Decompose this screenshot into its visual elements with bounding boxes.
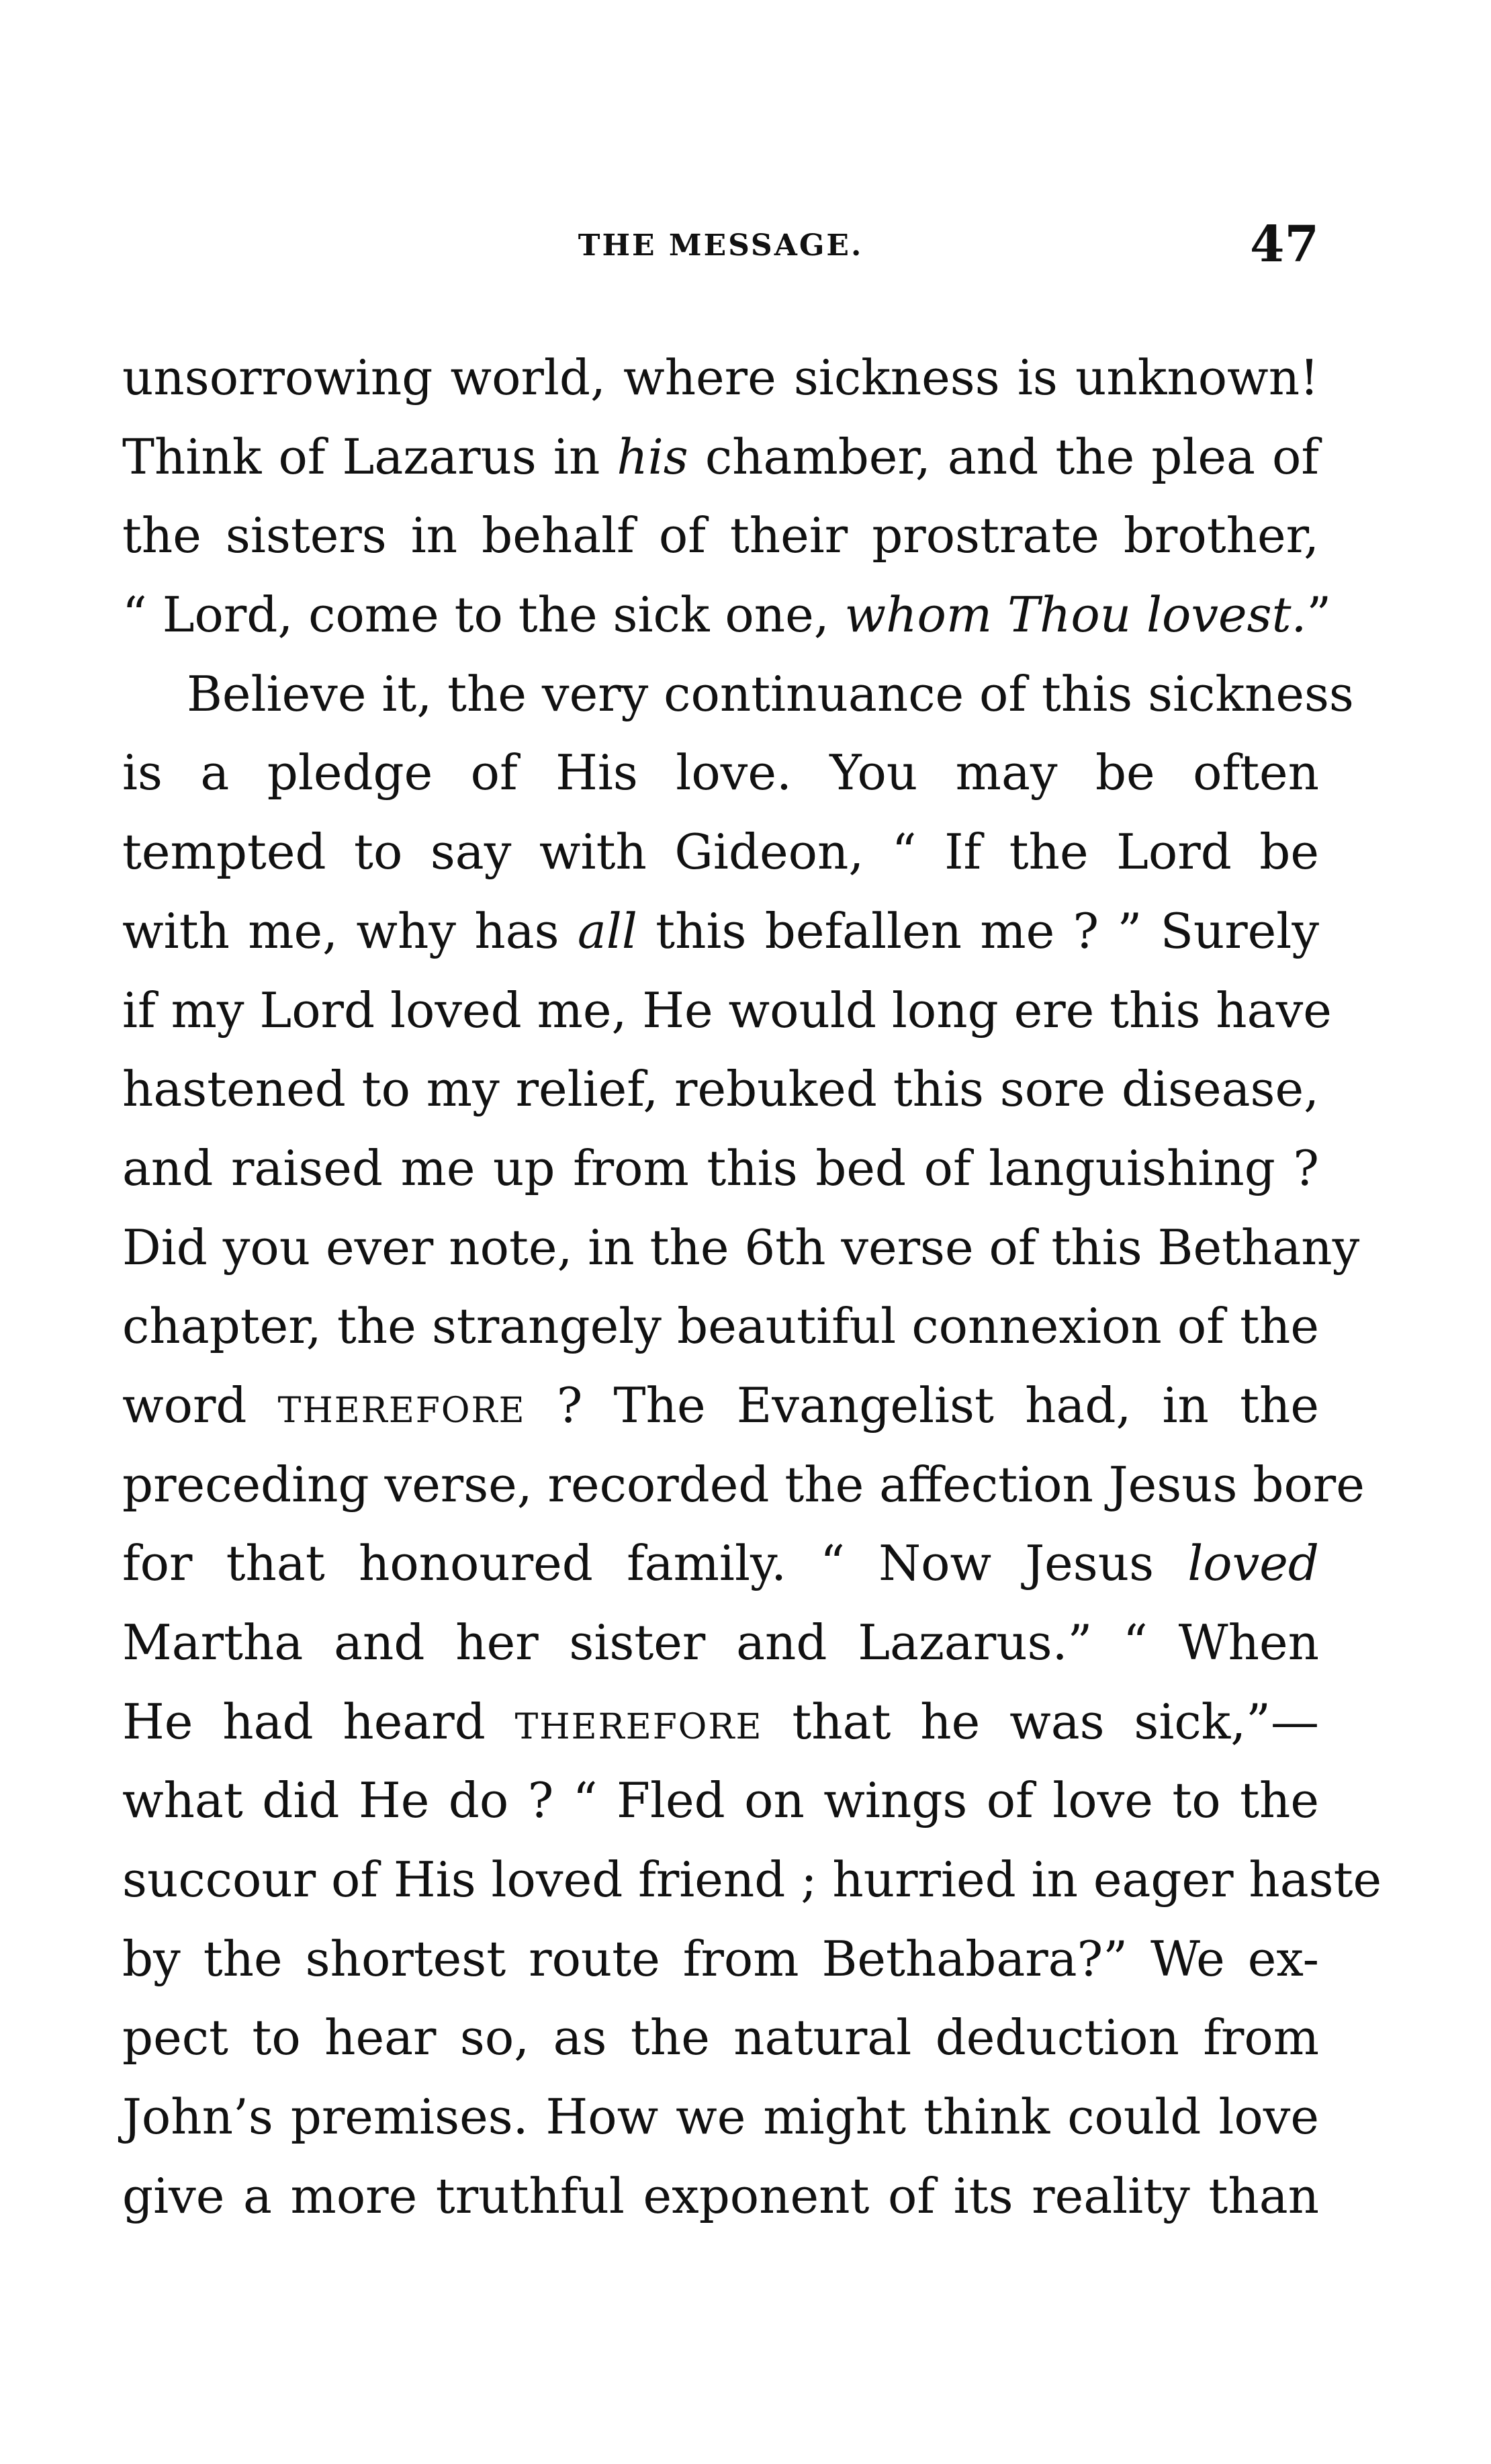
page-number: 47 [1250,216,1319,273]
text-line [122,1287,1319,1366]
text-line [122,1050,1319,1129]
text-run: is a pledge of His love. You may be often [122,744,1319,801]
text-run: what did He do ? “ Fled on wings of love to the [122,1772,1319,1829]
text-run: give a more truthful exponent of its reality than [122,2167,1319,2224]
text-line [122,418,1319,497]
text-run: pect to hear so, as the natural deduction from [122,2009,1319,2066]
text-run: chapter, the strangely beautiful connexion of the [122,1298,1319,1355]
text-line [122,1761,1319,1841]
text-run: if my Lord loved me, He would long ere this have [122,981,1332,1039]
text-line [122,655,1354,734]
text-run: John’s premises. How we might think could love [122,2088,1319,2146]
text-run: ” [1306,586,1332,644]
text-run: Did you ever note, in the 6th verse of this Bethany [122,1219,1360,1276]
text-line [122,1208,1360,1288]
text-run: word [122,1376,278,1434]
text-run: He had heard [122,1693,515,1750]
text-line [122,1998,1319,2078]
text-line [122,1603,1319,1683]
text-run: the sisters in behalf of their prostrate brother, [122,507,1319,564]
text-run: chamber, and the plea of [688,428,1320,485]
text-run: ? The Evangelist had, in the [525,1376,1320,1434]
text-run: hastened to my relief, rebuked this sore disease, [122,1061,1319,1118]
text-line [122,1129,1319,1208]
text-line [122,2078,1319,2157]
small-caps-text: THEREFORE [514,1706,763,1747]
text-run: Believe it, the very continuance of this sickness [187,665,1354,722]
body-text [122,339,1382,2236]
text-run: “ Lord, come to the sick one, [122,586,845,644]
text-line [122,576,1332,655]
text-line [122,892,1319,971]
text-line [122,1920,1319,1999]
text-line [122,1366,1319,1446]
italic-text: loved [1187,1535,1319,1592]
text-line [122,971,1332,1051]
italic-text: all [577,902,637,959]
italic-text: whom Thou lovest. [844,586,1307,644]
text-line [122,813,1319,892]
italic-text: his [617,428,688,485]
small-caps-text: THEREFORE [277,1390,526,1431]
text-run: with me, why has [122,902,578,959]
running-title: THE MESSAGE. [578,228,864,263]
text-run: unsorrowing world, where sickness is unknown! [122,349,1319,406]
text-line [122,1683,1319,1762]
text-line [122,1446,1365,1525]
text-line [122,496,1319,576]
text-run: and raised me up from this bed of languishing ? [122,1139,1319,1196]
text-run: for that honoured family. “ Now Jesus [122,1535,1188,1592]
text-run: this befallen me ? ” Surely [637,902,1319,959]
text-run: Think of Lazarus in [122,428,617,485]
text-run: preceding verse, recorded the affection Jesus bore [122,1456,1365,1513]
text-run: succour of His loved friend ; hurried in eager haste [122,1851,1382,1908]
text-line [122,1524,1319,1603]
running-head [122,216,1319,277]
text-run: that he was sick,”— [762,1693,1319,1750]
text-line [122,734,1319,813]
text-run: tempted to say with Gideon, “ If the Lord be [122,824,1319,881]
text-line [122,339,1319,418]
text-line [122,1841,1382,1920]
text-run: by the shortest route from Bethabara?” We ex- [122,1930,1319,1987]
text-line [122,2157,1319,2236]
text-run: Martha and her sister and Lazarus.” “ When [122,1614,1319,1671]
